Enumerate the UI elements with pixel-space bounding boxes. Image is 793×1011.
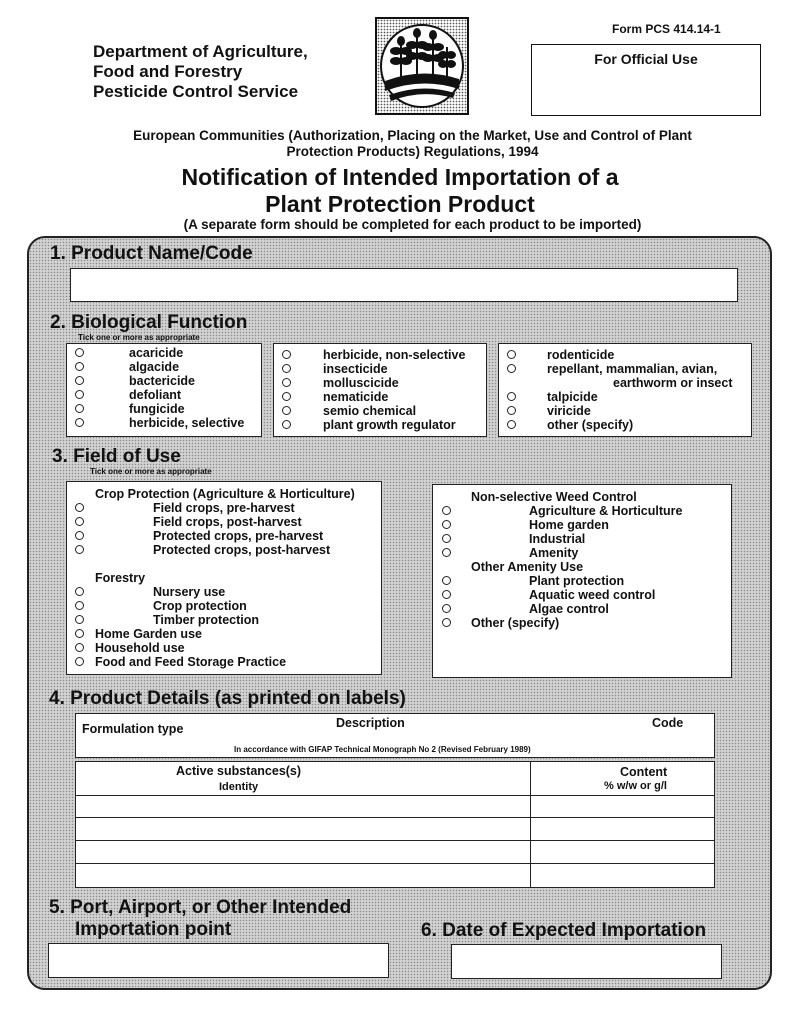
product-name-field[interactable] <box>70 268 738 302</box>
radio-icon[interactable] <box>507 364 516 373</box>
option-home-garden-use[interactable]: Home Garden use <box>75 627 381 641</box>
content-units-header: % w/w or g/l <box>604 780 667 792</box>
radio-icon[interactable] <box>442 590 451 599</box>
radio-icon[interactable] <box>282 406 291 415</box>
section-2-heading: 2. Biological Function <box>50 312 248 333</box>
field-of-use-left <box>66 481 382 675</box>
option-talpicide[interactable]: talpicide <box>507 390 751 404</box>
radio-icon[interactable] <box>507 420 516 429</box>
weed-control-heading: Non-selective Weed Control <box>471 490 637 504</box>
table-row[interactable] <box>76 817 714 818</box>
radio-icon[interactable] <box>75 587 84 596</box>
option-agriculture-horticulture[interactable]: Agriculture & Horticulture <box>442 504 731 518</box>
crop-protection-heading: Crop Protection (Agriculture & Horticulture) <box>95 487 355 501</box>
code-label: Code <box>652 716 684 730</box>
option-viricide[interactable]: viricide <box>507 404 751 418</box>
radio-icon[interactable] <box>75 601 84 610</box>
radio-icon[interactable] <box>75 418 84 427</box>
radio-icon[interactable] <box>75 404 84 413</box>
option-aquatic-weed-control[interactable]: Aquatic weed control <box>442 588 731 602</box>
option-other-specify-field[interactable]: Other (specify) <box>442 616 731 630</box>
biological-function-col-3 <box>498 343 752 437</box>
option-fungicide[interactable]: fungicide <box>75 402 261 416</box>
official-use-label: For Official Use <box>594 51 698 67</box>
section-1-heading: 1. Product Name/Code <box>50 243 253 264</box>
radio-icon[interactable] <box>75 657 84 666</box>
option-plant-growth-regulator[interactable]: plant growth regulator <box>282 418 486 432</box>
section-3-instruction: Tick one or more as appropriate <box>90 467 212 476</box>
formulation-type-label: Formulation type <box>82 722 184 736</box>
radio-icon[interactable] <box>442 548 451 557</box>
option-herbicide-selective[interactable]: herbicide, selective <box>75 416 261 430</box>
option-repellant[interactable]: repellant, mammalian, avian, <box>507 362 751 376</box>
importation-date-field[interactable] <box>451 944 722 979</box>
content-header: Content <box>620 765 668 779</box>
radio-icon[interactable] <box>282 378 291 387</box>
option-nursery-use[interactable]: Nursery use <box>75 585 381 599</box>
radio-icon[interactable] <box>75 629 84 638</box>
option-algacide[interactable]: algacide <box>75 360 261 374</box>
other-amenity-heading: Other Amenity Use <box>471 560 584 574</box>
option-household-use[interactable]: Household use <box>75 641 381 655</box>
radio-icon[interactable] <box>442 506 451 515</box>
formulation-box[interactable] <box>75 713 715 758</box>
radio-icon[interactable] <box>75 545 84 554</box>
section-2-instruction: Tick one or more as appropriate <box>78 333 200 342</box>
section-5-heading: 5. Port, Airport, or Other Intended Importation point <box>49 897 352 940</box>
option-semio-chemical[interactable]: semio chemical <box>282 404 486 418</box>
form-title: Notification of Intended Importation of a Plant Protection Product <box>181 164 619 217</box>
radio-icon[interactable] <box>282 364 291 373</box>
identity-header: Identity <box>219 781 259 793</box>
section-6-heading: 6. Date of Expected Importation <box>421 920 707 941</box>
form-subtitle: (A separate form should be completed for each product to be imported) <box>183 217 642 232</box>
radio-icon[interactable] <box>75 517 84 526</box>
radio-icon[interactable] <box>507 392 516 401</box>
table-row[interactable] <box>76 795 714 796</box>
option-rodenticide[interactable]: rodenticide <box>507 348 751 362</box>
option-plant-protection[interactable]: Plant protection <box>442 574 731 588</box>
option-crop-protection[interactable]: Crop protection <box>75 599 381 613</box>
department-name: Department of Agriculture, Food and Forestry Pesticide Control Service <box>93 42 308 101</box>
radio-icon[interactable] <box>442 576 451 585</box>
radio-icon[interactable] <box>282 420 291 429</box>
radio-icon[interactable] <box>75 615 84 624</box>
regulations-text: European Communities (Authorization, Placing on the Market, Use and Control of Plant Protection Products) Regulations, 1994 <box>133 128 692 159</box>
radio-icon[interactable] <box>442 520 451 529</box>
radio-icon[interactable] <box>282 350 291 359</box>
radio-icon[interactable] <box>442 618 451 627</box>
radio-icon[interactable] <box>75 376 84 385</box>
option-acaricide[interactable]: acaricide <box>75 346 261 360</box>
field-of-use-right <box>432 484 732 678</box>
active-substances-header: Active substances(s) <box>176 764 302 778</box>
option-nematicide[interactable]: nematicide <box>282 390 486 404</box>
description-label: Description <box>336 716 405 730</box>
biological-function-col-1 <box>66 343 262 437</box>
table-row[interactable] <box>76 863 714 864</box>
section-3-heading: 3. Field of Use <box>52 446 181 467</box>
option-field-crops-post[interactable]: Field crops, post-harvest <box>75 515 381 529</box>
section-4-heading: 4. Product Details (as printed on labels) <box>49 688 406 709</box>
forestry-heading: Forestry <box>95 571 146 585</box>
radio-icon[interactable] <box>282 392 291 401</box>
option-food-feed-storage[interactable]: Food and Feed Storage Practice <box>75 655 381 669</box>
radio-icon[interactable] <box>75 643 84 652</box>
radio-icon[interactable] <box>75 531 84 540</box>
department-logo <box>375 17 469 115</box>
official-use-box <box>531 44 761 116</box>
option-herbicide-non-selective[interactable]: herbicide, non-selective <box>282 348 486 362</box>
radio-icon[interactable] <box>507 350 516 359</box>
radio-icon[interactable] <box>442 534 451 543</box>
gifap-note: In accordance with GIFAP Technical Monograph No 2 (Revised February 1989) <box>234 745 531 754</box>
radio-icon[interactable] <box>75 390 84 399</box>
active-substances-table <box>75 761 715 888</box>
option-field-crops-pre[interactable]: Field crops, pre-harvest <box>75 501 381 515</box>
importation-point-field[interactable] <box>48 943 389 978</box>
option-algae-control[interactable]: Algae control <box>442 602 731 616</box>
option-defoliant[interactable]: defoliant <box>75 388 261 402</box>
radio-icon[interactable] <box>75 362 84 371</box>
option-timber-protection[interactable]: Timber protection <box>75 613 381 627</box>
column-divider <box>530 762 531 887</box>
radio-icon[interactable] <box>442 604 451 613</box>
option-protected-crops-post[interactable]: Protected crops, post-harvest <box>75 543 381 557</box>
option-molluscicide[interactable]: molluscicide <box>282 376 486 390</box>
option-industrial[interactable]: Industrial <box>442 532 731 546</box>
table-row[interactable] <box>76 840 714 841</box>
option-repellant-cont: earthworm or insect <box>613 376 733 390</box>
biological-function-col-2 <box>273 343 487 437</box>
radio-icon[interactable] <box>75 503 84 512</box>
option-insecticide[interactable]: insecticide <box>282 362 486 376</box>
radio-icon[interactable] <box>507 406 516 415</box>
radio-icon[interactable] <box>75 348 84 357</box>
option-bactericide[interactable]: bactericide <box>75 374 261 388</box>
option-other-specify[interactable]: other (specify) <box>507 418 751 432</box>
option-protected-crops-pre[interactable]: Protected crops, pre-harvest <box>75 529 381 543</box>
option-home-garden[interactable]: Home garden <box>442 518 731 532</box>
form-number: Form PCS 414.14-1 <box>612 22 721 36</box>
option-amenity[interactable]: Amenity <box>442 546 731 560</box>
